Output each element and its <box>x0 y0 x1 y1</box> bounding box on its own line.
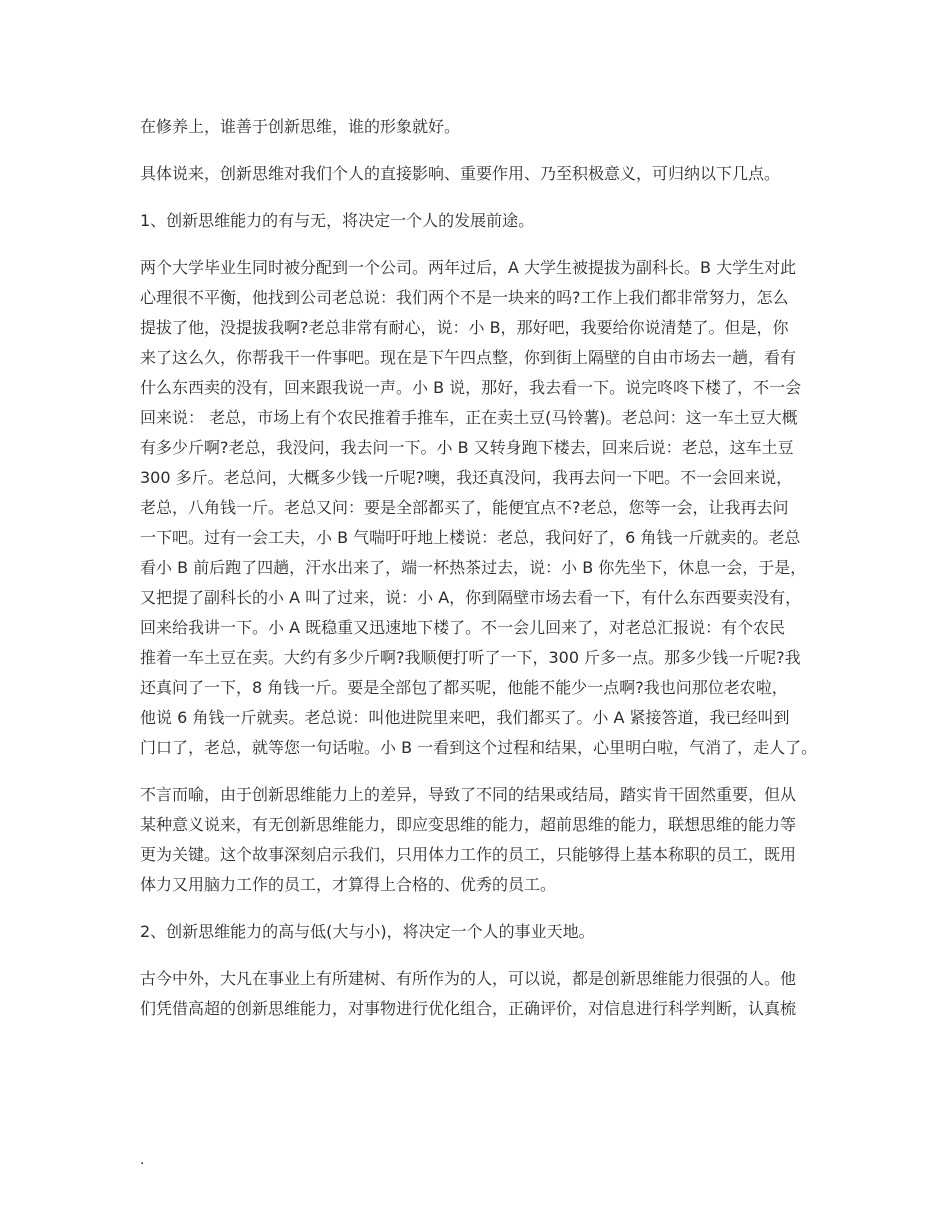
text-line: 不言而喻，由于创新思维能力上的差异，导致了不同的结果或结局，踏实肯干固然重要，但从 <box>140 785 797 804</box>
text-line: 提拔了他，没提拔我啊?老总非常有耐心，说：小 B，那好吧，我要给你说清楚了。但是，你 <box>140 318 789 337</box>
page-footer-mark: . <box>140 1152 145 1168</box>
text-line: 来了这么久，你帮我干一件事吧。现在是下午四点整，你到街上隔壁的自由市场去一趟，看有 <box>140 348 797 367</box>
text-line: 2、创新思维能力的高与低(大与小)，将决定一个人的事业天地。 <box>140 922 595 941</box>
text-line: 又把提了副科长的小 A 叫了过来，说：小 A，你到隔壁市场去看一下，有什么东西要卖没有， <box>140 588 802 607</box>
text-line: 还真问了一下，8 角钱一斤。要是全部包了都买呢，他能不能少一点啊?我也问那位老农啦， <box>140 678 788 697</box>
text-line: 更为关键。这个故事深刻启示我们，只用体力工作的员工，只能够得上基本称职的员工，既用 <box>140 845 797 864</box>
text-line: 推着一车土豆在卖。大约有多少斤啊?我顺便打听了一下，300 斤多一点。那多少钱一斤呢?我 <box>140 648 801 667</box>
document-body <box>140 112 830 1041</box>
text-line: 1、创新思维能力的有与无，将决定一个人的发展前途。 <box>140 211 535 230</box>
paragraph <box>140 159 830 189</box>
text-line: 两个大学毕业生同时被分配到一个公司。两年过后，A 大学生被提拔为副科长。B 大学生对此 <box>140 258 797 277</box>
paragraph <box>140 206 830 236</box>
text-line: 老总，八角钱一斤。老总又问：要是全部都买了，能便宜点不?老总，您等一会，让我再去问 <box>140 498 789 517</box>
text-line: 有多少斤啊?老总，我没问，我去问一下。小 B 又转身跑下楼去，回来后说：老总，这车土豆 <box>140 438 794 457</box>
text-line: 心理很不平衡，他找到公司老总说：我们两个不是一块来的吗?工作上我们都非常努力，怎么 <box>140 288 789 307</box>
text-line: 某种意义说来，有无创新思维能力，即应变思维的能力，超前思维的能力，联想思维的能力等 <box>140 815 797 834</box>
text-line: 门口了，老总，就等您一句话啦。小 B 一看到这个过程和结果，心里明白啦，气消了，走人了。 <box>140 738 818 757</box>
text-line: 他说 6 角钱一斤就卖。老总说：叫他进院里来吧，我们都买了。小 A 紧接答道，我已经叫到 <box>140 708 790 727</box>
paragraph <box>140 964 830 1024</box>
text-line: 看小 B 前后跑了四趟，汗水出来了，端一杯热茶过去，说：小 B 你先坐下，休息一会，于是， <box>140 558 807 577</box>
text-line: 什么东西卖的没有，回来跟我说一声。小 B 说，那好，我去看一下。说完咚咚下楼了，不一会 <box>140 378 802 397</box>
text-line: 回来说： 老总，市场上有个农民推着手推车，正在卖土豆(马铃薯)。老总问：这一车土豆大概 <box>140 408 798 427</box>
text-line: 古今中外，大凡在事业上有所建树、有所作为的人，可以说，都是创新思维能力很强的人。他 <box>140 969 797 988</box>
paragraph <box>140 112 830 142</box>
paragraph <box>140 253 830 763</box>
text-line: 300 多斤。老总问，大概多少钱一斤呢?噢，我还真没问，我再去问一下吧。不一会回来说， <box>140 468 793 487</box>
text-line: 体力又用脑力工作的员工，才算得上合格的、优秀的员工。 <box>140 875 557 894</box>
paragraph <box>140 780 830 900</box>
text-line: 们凭借高超的创新思维能力，对事物进行优化组合，正确评价，对信息进行科学判断，认真梳 <box>140 999 797 1018</box>
text-line: 具体说来，创新思维对我们个人的直接影响、重要作用、乃至积极意义，可归纳以下几点。 <box>140 164 781 183</box>
text-line: 一下吧。过有一会工夫，小 B 气喘吁吁地上楼说：老总，我问好了，6 角钱一斤就卖的。老总 <box>140 528 801 547</box>
paragraph <box>140 917 830 947</box>
text-line: 回来给我讲一下。小 A 既稳重又迅速地下楼了。不一会儿回来了，对老总汇报说：有个农民 <box>140 618 786 637</box>
text-line: 在修养上，谁善于创新思维，谁的形象就好。 <box>140 117 461 136</box>
